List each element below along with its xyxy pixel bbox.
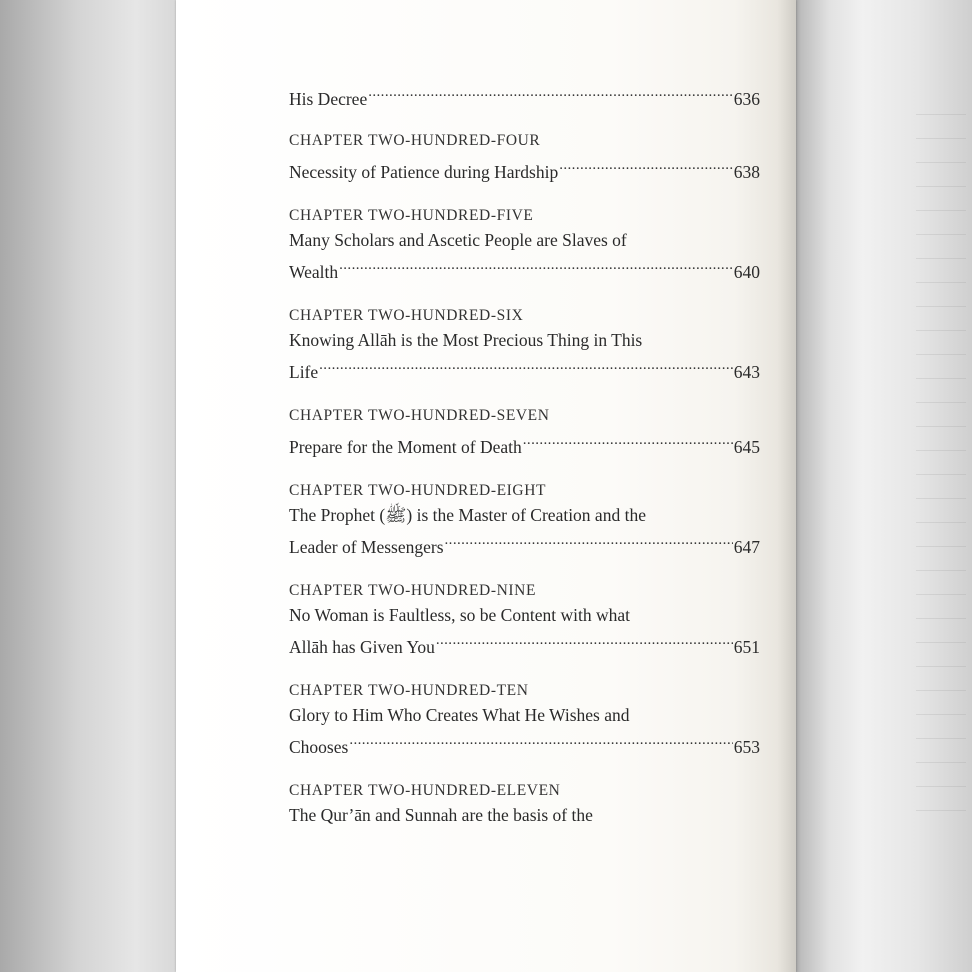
toc-entry (289, 303, 760, 382)
toc-line-text: Chooses (289, 737, 349, 757)
toc-line-text: Life (289, 362, 319, 382)
chapter-heading: CHAPTER TWO-HUNDRED-EIGHT (289, 482, 547, 499)
toc-line-text: No Woman is Faultless, so be Content with what (289, 605, 630, 625)
page-number: 643 (733, 362, 760, 382)
toc-line-text: Prepare for the Moment of Death (289, 437, 522, 457)
page-number: 651 (733, 637, 760, 657)
toc-line (289, 503, 760, 528)
chapter-heading: CHAPTER TWO-HUNDRED-FOUR (289, 132, 541, 149)
toc-entry (289, 80, 760, 109)
table-of-contents (289, 80, 760, 853)
chapter-heading: CHAPTER TWO-HUNDRED-SEVEN (289, 407, 550, 424)
dot-leader (445, 528, 733, 553)
toc-line-text: Glory to Him Who Creates What He Wishes and (289, 705, 630, 725)
toc-line (289, 528, 760, 557)
toc-line (289, 603, 760, 628)
toc-line-text: Allāh has Given You (289, 637, 435, 657)
toc-line (289, 228, 760, 253)
dot-leader (559, 153, 733, 178)
toc-entry (289, 778, 760, 828)
toc-line (289, 80, 760, 109)
page-number: 636 (733, 89, 760, 109)
toc-line (289, 628, 760, 657)
chapter-heading: CHAPTER TWO-HUNDRED-FIVE (289, 207, 534, 224)
toc-entry (289, 478, 760, 557)
chapter-heading: CHAPTER TWO-HUNDRED-ELEVEN (289, 782, 561, 799)
toc-line (289, 253, 760, 282)
dot-leader (436, 628, 733, 653)
show-through-text (916, 100, 966, 820)
toc-line-text: Wealth (289, 262, 339, 282)
toc-line (289, 803, 760, 828)
toc-line (289, 328, 760, 353)
toc-line-text: The Qur’ān and Sunnah are the basis of the (289, 805, 593, 825)
book-page (176, 0, 796, 972)
toc-line (289, 703, 760, 728)
toc-line (289, 353, 760, 382)
page-number: 645 (733, 437, 760, 457)
toc-line (289, 428, 760, 457)
toc-line-text: Necessity of Patience during Hardship (289, 162, 559, 182)
toc-entry (289, 403, 760, 457)
dot-leader (339, 253, 733, 278)
chapter-heading: CHAPTER TWO-HUNDRED-SIX (289, 307, 524, 324)
chapter-heading: CHAPTER TWO-HUNDRED-NINE (289, 582, 537, 599)
toc-entry (289, 578, 760, 657)
toc-entry (289, 678, 760, 757)
page-number: 640 (733, 262, 760, 282)
dot-leader (349, 728, 732, 753)
toc-line-text: His Decree (289, 89, 368, 109)
toc-line (289, 728, 760, 757)
toc-entry (289, 203, 760, 282)
page-number: 638 (733, 162, 760, 182)
toc-line-text: Leader of Messengers (289, 537, 444, 557)
toc-line-text: The Prophet (ﷺ) is the Master of Creation and the (289, 505, 646, 525)
toc-entry (289, 128, 760, 182)
toc-line (289, 153, 760, 182)
dot-leader (368, 80, 733, 105)
toc-line-text: Many Scholars and Ascetic People are Slaves of (289, 230, 627, 250)
page-number: 647 (733, 537, 760, 557)
toc-line-text: Knowing Allāh is the Most Precious Thing in This (289, 330, 643, 350)
page-number: 653 (733, 737, 760, 757)
dot-leader (523, 428, 733, 453)
chapter-heading: CHAPTER TWO-HUNDRED-TEN (289, 682, 529, 699)
dot-leader (319, 353, 733, 378)
